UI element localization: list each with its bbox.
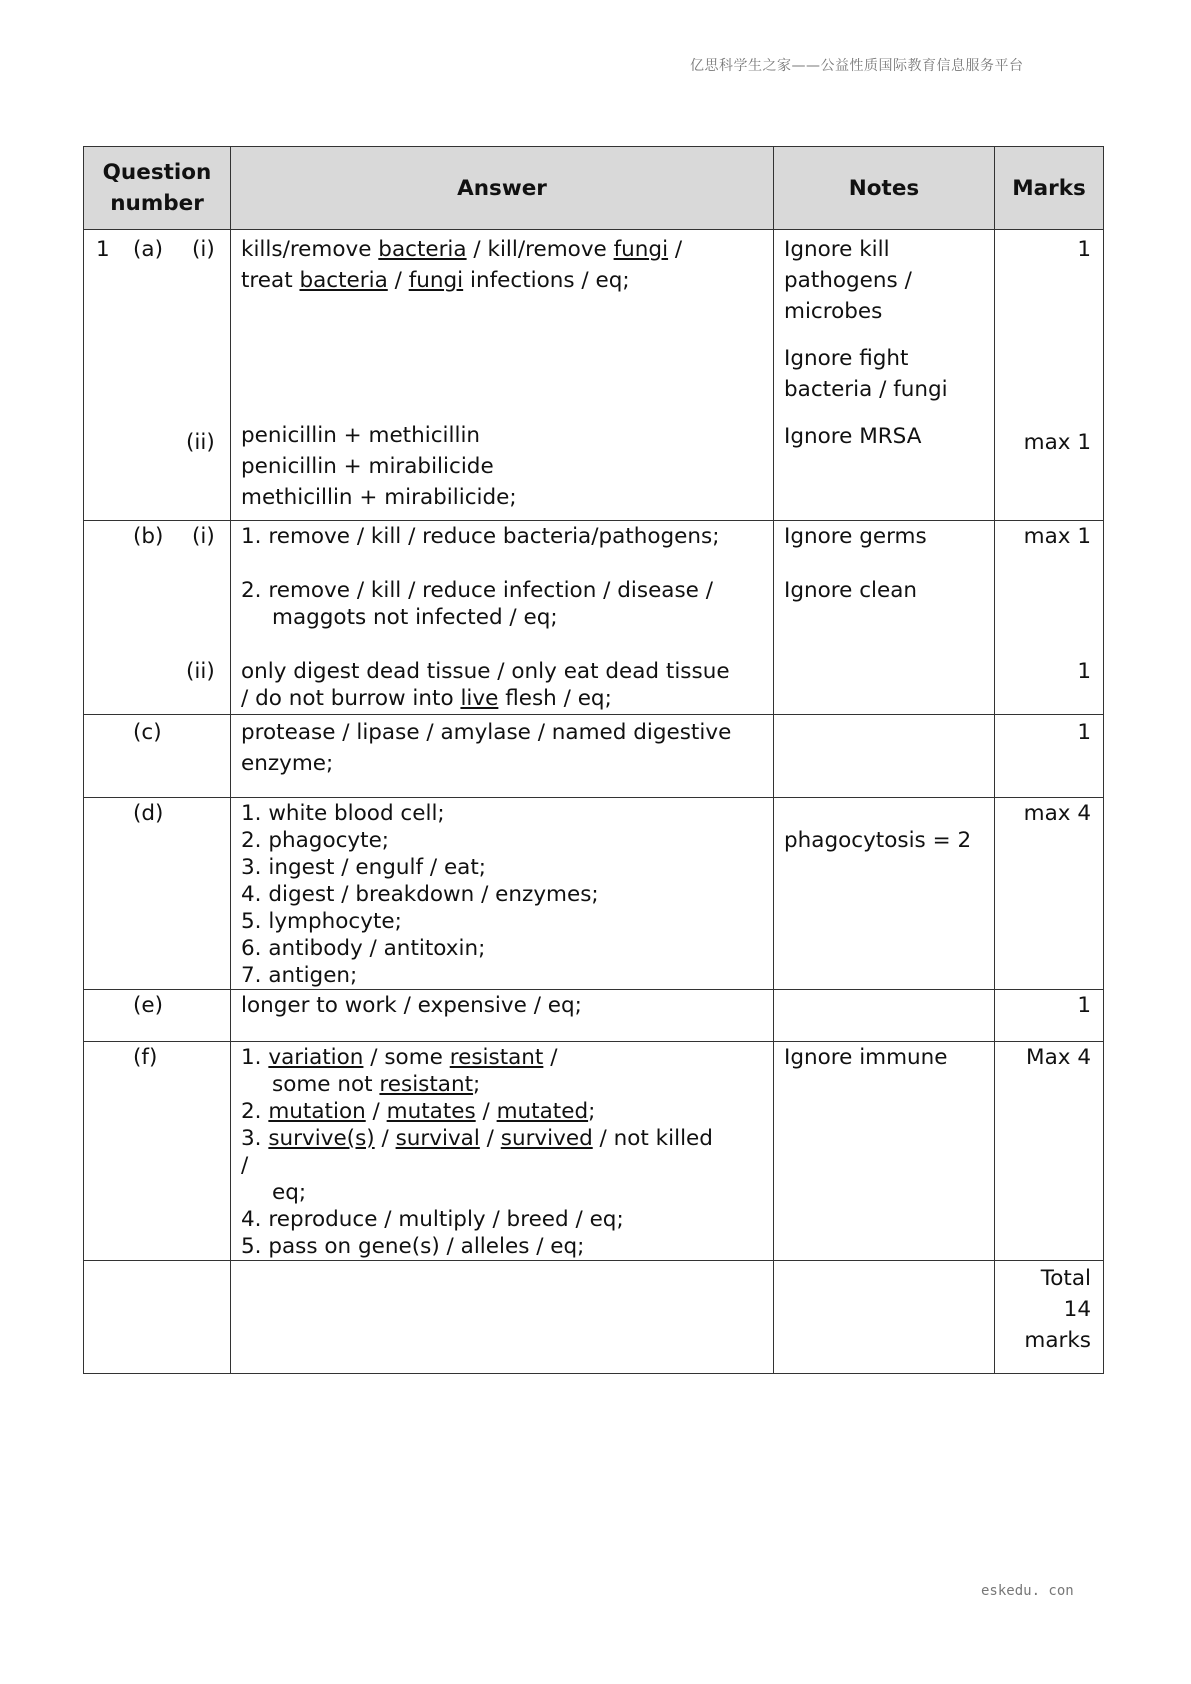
marks-value: 1 <box>1077 237 1091 262</box>
answer-line: 2. mutation / mutates / mutated; <box>241 1099 596 1124</box>
answer-cell-1e <box>231 990 774 1042</box>
question-number: 1 <box>96 237 110 262</box>
table-row <box>84 230 1104 521</box>
table-row <box>84 521 1104 715</box>
marks-value: 1 <box>1077 659 1091 684</box>
answer-line: 6. antibody / antitoxin; <box>241 936 486 961</box>
question-cell-1b <box>84 521 231 715</box>
site-url-footer: eskedu. con <box>981 1583 1074 1599</box>
question-part-label: (a) <box>133 237 163 262</box>
note-line: Ignore fight <box>784 346 909 371</box>
question-part-label: (d) <box>133 801 164 826</box>
total-marks-cell <box>995 1261 1104 1374</box>
answer-line: penicillin + methicillin <box>241 423 481 448</box>
empty-cell <box>774 1261 995 1374</box>
question-header-line1: Question <box>102 160 212 185</box>
table-row <box>84 1042 1104 1261</box>
note-line: phagocytosis = 2 <box>784 828 972 853</box>
note-line: pathogens / <box>784 268 912 293</box>
notes-cell-1a <box>774 230 995 521</box>
question-number-header <box>84 147 231 230</box>
answer-line: treat bacteria / fungi infections / eq; <box>241 268 630 293</box>
marks-cell-1f <box>995 1042 1104 1261</box>
answer-line: some not resistant; <box>272 1072 481 1097</box>
table-row <box>84 798 1104 990</box>
notes-cell-1f <box>774 1042 995 1261</box>
answer-line: eq; <box>272 1180 307 1205</box>
total-value: 14 <box>1063 1297 1091 1322</box>
answer-line: 1. variation / some resistant / <box>241 1045 558 1070</box>
answer-line: 5. pass on gene(s) / alleles / eq; <box>241 1234 585 1259</box>
question-cell-1a <box>84 230 231 521</box>
answer-header: Answer <box>231 147 774 230</box>
question-subpart-label: (ii) <box>186 659 215 684</box>
question-part-label: (f) <box>133 1045 158 1070</box>
marks-value: 1 <box>1077 993 1091 1018</box>
total-label: Total <box>1040 1266 1091 1291</box>
answer-line: 2. phagocyte; <box>241 828 390 853</box>
answer-line: 3. ingest / engulf / eat; <box>241 855 487 880</box>
question-subpart-label: (ii) <box>186 430 215 455</box>
note-line: Ignore kill <box>784 237 890 262</box>
answer-line: only digest dead tissue / only eat dead tissue <box>241 659 730 684</box>
answer-line: 4. digest / breakdown / enzymes; <box>241 882 599 907</box>
note-line: Ignore immune <box>784 1045 948 1070</box>
notes-cell-1e <box>774 990 995 1042</box>
notes-header: Notes <box>774 147 995 230</box>
question-subpart-label: (i) <box>192 524 215 549</box>
answer-line: / do not burrow into live flesh / eq; <box>241 686 612 711</box>
question-cell-1c <box>84 715 231 798</box>
answer-line: 3. survive(s) / survival / survived / not killed <box>241 1126 713 1151</box>
table-header-row <box>84 147 1104 230</box>
question-part-label: (e) <box>133 993 164 1018</box>
note-line: Ignore MRSA <box>784 424 922 449</box>
notes-cell-1c <box>774 715 995 798</box>
question-part-label: (c) <box>133 720 162 745</box>
answer-line: penicillin + mirabilicide <box>241 454 494 479</box>
marks-cell-1b <box>995 521 1104 715</box>
table-row-total <box>84 1261 1104 1374</box>
answer-line: / <box>241 1153 249 1178</box>
question-header-line2: number <box>110 191 204 216</box>
answer-line: 7. antigen; <box>241 963 358 988</box>
marks-value: max 4 <box>1023 801 1091 826</box>
question-part-label: (b) <box>133 524 164 549</box>
marks-cell-1e <box>995 990 1104 1042</box>
marks-value: max 1 <box>1023 430 1091 455</box>
answer-line: 4. reproduce / multiply / breed / eq; <box>241 1207 624 1232</box>
note-line: bacteria / fungi <box>784 377 948 402</box>
answer-line: protease / lipase / amylase / named digestive <box>241 720 732 745</box>
answer-cell-1f <box>231 1042 774 1261</box>
marks-cell-1c <box>995 715 1104 798</box>
answer-cell-1c <box>231 715 774 798</box>
note-line: Ignore clean <box>784 578 918 603</box>
marks-cell-1a <box>995 230 1104 521</box>
answer-line: enzyme; <box>241 751 334 776</box>
answer-cell-1b <box>231 521 774 715</box>
question-cell-1d <box>84 798 231 990</box>
table-row <box>84 990 1104 1042</box>
empty-cell <box>84 1261 231 1374</box>
note-line: microbes <box>784 299 883 324</box>
site-banner: 亿思科学生之家——公益性质国际教育信息服务平台 <box>690 58 1024 74</box>
question-cell-1f <box>84 1042 231 1261</box>
marks-value: Max 4 <box>1026 1045 1091 1070</box>
table-row <box>84 715 1104 798</box>
answer-line: methicillin + mirabilicide; <box>241 485 517 510</box>
answer-line: longer to work / expensive / eq; <box>241 993 582 1018</box>
notes-cell-1d <box>774 798 995 990</box>
notes-cell-1b <box>774 521 995 715</box>
answer-line: maggots not infected / eq; <box>272 605 558 630</box>
answer-cell-1a <box>231 230 774 521</box>
question-subpart-label: (i) <box>192 237 215 262</box>
empty-cell <box>231 1261 774 1374</box>
answer-cell-1d <box>231 798 774 990</box>
marks-header: Marks <box>995 147 1104 230</box>
answer-line: 2. remove / kill / reduce infection / disease / <box>241 578 713 603</box>
question-cell-1e <box>84 990 231 1042</box>
marks-cell-1d <box>995 798 1104 990</box>
answer-line: kills/remove bacteria / kill/remove fungi / <box>241 237 683 262</box>
note-line: Ignore germs <box>784 524 927 549</box>
answer-line: 5. lymphocyte; <box>241 909 402 934</box>
answer-line: 1. white blood cell; <box>241 801 445 826</box>
marks-value: max 1 <box>1023 524 1091 549</box>
marks-value: 1 <box>1077 720 1091 745</box>
answer-line: 1. remove / kill / reduce bacteria/pathogens; <box>241 524 720 549</box>
mark-scheme-table <box>83 146 1104 1374</box>
total-unit: marks <box>1024 1328 1091 1353</box>
